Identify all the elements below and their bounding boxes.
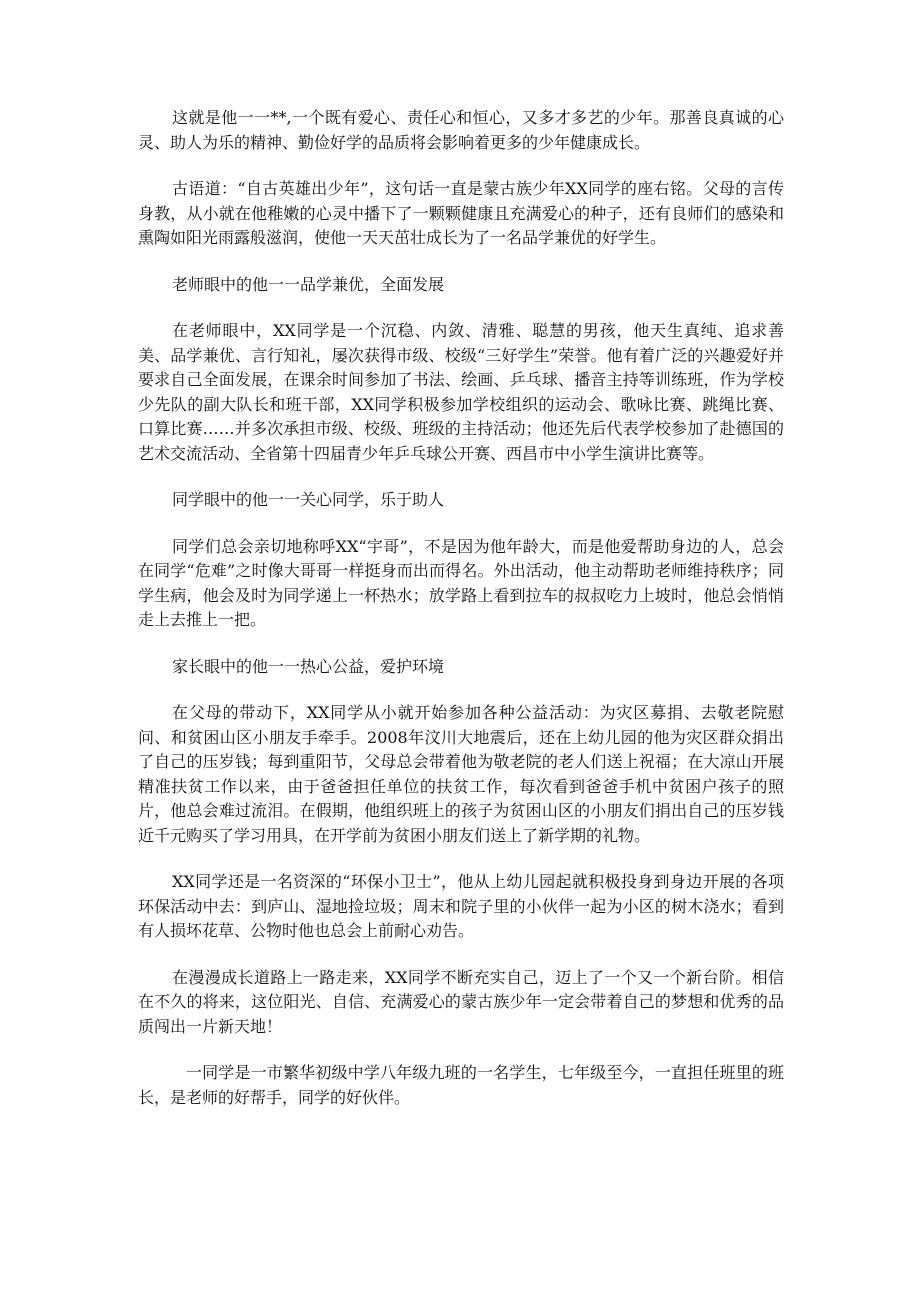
paragraph-intro-summary: 这就是他一一**,一个既有爱心、责任心和恒心，又多才多艺的少年。那善良真诚的心灵、助人为乐的精神、勤俭好学的品质将会影响着更多的少年健康成长。 — [138, 108, 784, 152]
paragraph-classmates-view: 同学们总会亲切地称呼XX“宇哥”，不是因为他年龄大，而是他爱帮助身边的人，总会在同学“危难”之时像大哥哥一样挺身而出而得名。外出活动，他主动帮助老师维持秩序；同学生病，他会及时为同学递上一杯热水；放学路上看到拉车的叔叔吃力上坡时，他总会悄悄走上去推上一把。 — [138, 536, 784, 629]
paragraph-motto: 古语道：“自古英雄出少年”，这句话一直是蒙古族少年XX同学的座右铭。父母的言传身教，从小就在他稚嫩的心灵中播下了一颗颗健康且充满爱心的种子，还有良师们的感染和熏陶如阳光雨露般滋润，使他一天天茁壮成长为了一名品学兼优的好学生。 — [138, 179, 784, 247]
paragraph-conclusion: 在漫漫成长道路上一路走来，XX同学不断充实自己，迈上了一个又一个新台阶。相信在不久的将来，这位阳光、自信、充满爱心的蒙古族少年一定会带着自己的梦想和优秀的品质闯出一片新天地！ — [138, 967, 784, 1036]
section-heading-classmates: 同学眼中的他一一关心同学，乐于助人 — [172, 490, 445, 509]
paragraph-environment: XX同学还是一名资深的“环保小卫士”，他从上幼儿园起就积极投身到身边开展的各项环保活动中去：到庐山、湿地捡垃圾；周末和院子里的小伙伴一起为小区的树木浇水；看到有人损坏花草、公物时他也总会上前耐心劝告。 — [138, 872, 784, 940]
paragraph-teacher-view: 在老师眼中，XX同学是一个沉稳、内敛、清雅、聪慧的男孩，他天生真纯、追求善美、品学兼优、言行知礼，屡次获得市级、校级“三好学生”荣誉。他有着广泛的兴趣爱好并要求自己全面发展，在课余时间参加了书法、绘画、乒乓球、播音主持等训练班，作为学校少先队的副大队长和班干部，XX同学积极参加学校组织的运动会、歌咏比赛、跳绳比赛、口算比赛……并多次承担市级、校级、班级的主持活动；他还先后代表学校参加了赴德国的艺术交流活动、全省第十四届青少年乒乓球公开赛、西昌市中小学生演讲比赛等。 — [138, 321, 784, 463]
section-heading-parents: 家长眼中的他一一热心公益，爱护环境 — [172, 656, 445, 676]
document-body — [138, 106, 784, 1132]
section-heading-teacher: 老师眼中的他一一品学兼优，全面发展 — [172, 274, 445, 294]
paragraph-parents-view: 在父母的带动下，XX同学从小就开始参加各种公益活动：为灾区募捐、去敬老院慰问、和贫困山区小朋友手牵手。2008年汶川大地震后，还在上幼儿园的他为灾区群众捐出了自己的压岁钱；每到重阳节，父母总会带着他为敬老院的老人们送上祝福；在大凉山开展精准扶贫工作以来，由于爸爸担任单位的扶贫工作，每次看到爸爸手机中贫困户孩子的照片，他总会难过流泪。在假期，他组织班上的孩子为贫困山区的小朋友们捐出自己的压岁钱近千元购买了学习用具，在开学前为贫困小朋友们送上了新学期的礼物。 — [138, 703, 784, 845]
paragraph-next-student: 一同学是一市繁华初级中学八年级九班的一名学生，七年级至今，一直担任班里的班长，是老师的好帮手，同学的好伙伴。 — [138, 1063, 784, 1107]
